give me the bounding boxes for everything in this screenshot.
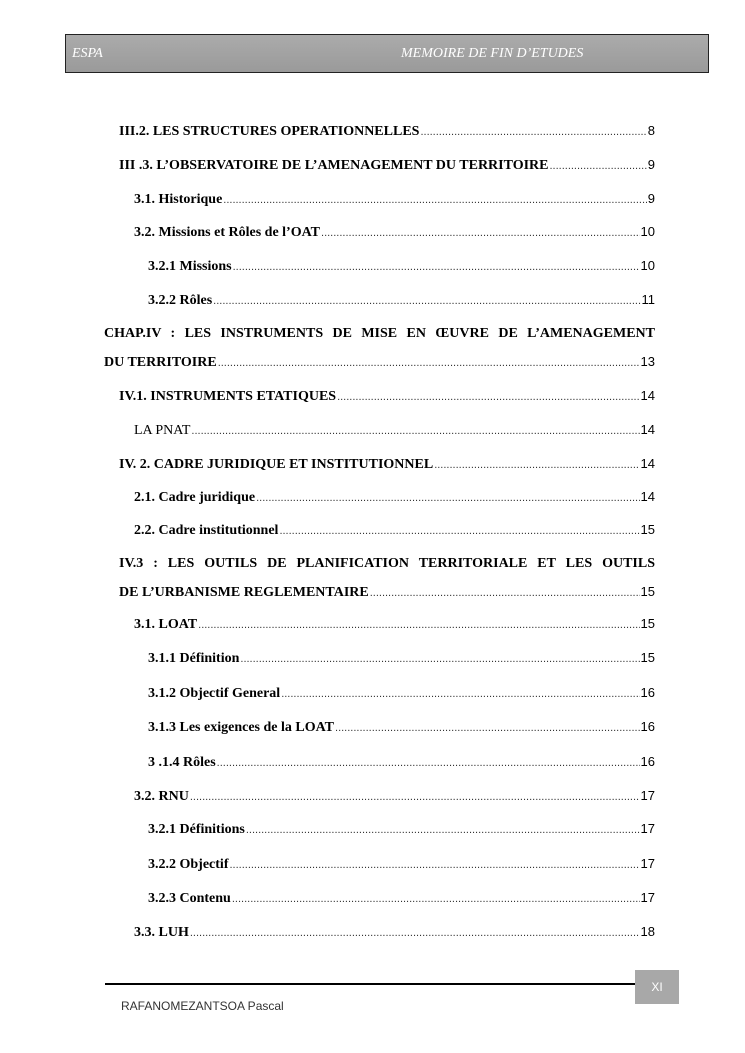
header-school: ESPA [72,46,103,61]
toc-entry-page: 17 [640,890,655,905]
toc-entry[interactable] [148,856,655,876]
toc-entry[interactable] [148,719,655,739]
toc-entry-title: 3.1.1 Définition [148,651,240,666]
toc-leader-dots [370,587,640,599]
toc-leader-dots [420,126,646,138]
toc-entry-title: III.2. LES STRUCTURES OPERATIONNELLES [119,124,420,139]
toc-entry-title: 3.1.2 Objectif General [148,686,281,701]
toc-entry-page: 11 [641,292,655,307]
toc-leader-dots [549,160,646,172]
toc-entry[interactable] [119,123,655,143]
toc-leader-dots [213,295,640,307]
toc-entry-title: IV. 2. CADRE JURIDIQUE ET INSTITUTIONNEL [119,457,434,472]
toc-entry-title: LA PNAT [134,423,191,438]
toc-entry-page: 16 [640,719,655,734]
toc-leader-dots [190,927,640,939]
toc-entry[interactable] [148,258,655,278]
toc-leader-dots [218,357,640,369]
footer-divider [105,983,635,985]
toc-entry[interactable] [134,924,655,944]
toc-entry-title: 3.2.1 Missions [148,259,232,274]
toc-leader-dots [190,791,640,803]
toc-entry-title: 3.1.3 Les exigences de la LOAT [148,720,335,735]
toc-entry-page: 14 [640,388,655,403]
toc-entry-page: 15 [640,522,655,537]
toc-entry-page: 16 [640,685,655,700]
toc-entry-page: 14 [640,422,655,437]
toc-chapter-title-line1: CHAP.IV : LES INSTRUMENTS DE MISE EN ŒUVRE DE L’AMENAGEMENT [104,326,655,341]
toc-entry-page: 13 [640,354,655,369]
toc-entry-title: DU TERRITOIRE [104,355,217,370]
toc-leader-dots [232,893,640,905]
toc-leader-dots [246,824,640,836]
toc-leader-dots [223,194,646,206]
toc-entry-title: 3.2.1 Définitions [148,822,245,837]
toc-entry-page: 18 [640,924,655,939]
toc-leader-dots [335,722,640,734]
toc-entry[interactable] [119,584,655,604]
toc-leader-dots [191,425,639,437]
page-number: XI [635,970,679,1004]
toc-entry-page: 15 [640,584,655,599]
footer-author: RAFANOMEZANTSOA Pascal [121,999,284,1013]
toc-entry[interactable] [148,292,655,312]
page-header [65,34,709,73]
toc-leader-dots [229,859,639,871]
toc-entry-page: 9 [647,157,655,172]
toc-entry-page: 14 [640,489,655,504]
toc-entry-title: 2.1. Cadre juridique [134,490,256,505]
toc-entry-title: IV.1. INSTRUMENTS ETATIQUES [119,389,337,404]
toc-entry-title: 3 .1.4 Rôles [148,755,216,770]
toc-section-title-line1: IV.3 : LES OUTILS DE PLANIFICATION TERRITORIALE ET LES OUTILS [119,556,655,571]
toc-entry-page: 17 [640,788,655,803]
toc-entry[interactable] [119,456,655,476]
toc-entry[interactable] [148,685,655,705]
toc-entry-page: 10 [640,224,655,239]
toc-entry[interactable] [134,191,655,211]
toc-entry-title: 3.2.2 Objectif [148,857,229,872]
toc-entry[interactable] [134,489,655,509]
toc-leader-dots [198,619,639,631]
toc-entry[interactable] [119,388,655,408]
toc-entry[interactable] [134,788,655,808]
toc-leader-dots [217,757,640,769]
toc-leader-dots [240,653,639,665]
toc-entry-title: 2.2. Cadre institutionnel [134,523,279,538]
header-document-title: MEMOIRE DE FIN D’ETUDES [401,46,584,61]
toc-leader-dots [279,525,639,537]
toc-entry-title: 3.2. RNU [134,789,189,804]
toc-entry[interactable] [134,522,655,542]
toc-entry-page: 17 [640,821,655,836]
toc-entry-title: 3.1. LOAT [134,617,198,632]
toc-leader-dots [233,261,640,273]
toc-leader-dots [337,391,639,403]
toc-entry-page: 14 [640,456,655,471]
toc-entry-title: 3.3. LUH [134,925,189,940]
toc-leader-dots [281,688,639,700]
toc-entry[interactable] [104,354,655,374]
toc-entry-page: 10 [640,258,655,273]
toc-entry[interactable] [119,157,655,177]
toc-entry-page: 9 [647,191,655,206]
toc-leader-dots [321,227,640,239]
toc-leader-dots [256,492,639,504]
toc-entry[interactable] [134,422,655,442]
toc-entry-page: 8 [647,123,655,138]
toc-entry[interactable] [134,616,655,636]
toc-entry-title: III .3. L’OBSERVATOIRE DE L’AMENAGEMENT DU TERRITOIRE [119,158,549,173]
toc-entry-title: 3.2.3 Contenu [148,891,231,906]
toc-entry[interactable] [148,754,655,774]
toc-leader-dots [434,459,639,471]
toc-entry-title: 3.1. Historique [134,192,223,207]
toc-entry-page: 16 [640,754,655,769]
toc-entry-title: 3.2.2 Rôles [148,293,213,308]
toc-entry[interactable] [148,890,655,910]
toc-entry[interactable] [148,650,655,670]
toc-entry-page: 17 [640,856,655,871]
toc-entry-title: DE L’URBANISME REGLEMENTAIRE [119,585,369,600]
toc-entry-title: 3.2. Missions et Rôles de l’OAT [134,225,321,240]
toc-entry-page: 15 [640,650,655,665]
toc-entry-page: 15 [640,616,655,631]
toc-entry[interactable] [148,821,655,841]
toc-entry[interactable] [134,224,655,244]
